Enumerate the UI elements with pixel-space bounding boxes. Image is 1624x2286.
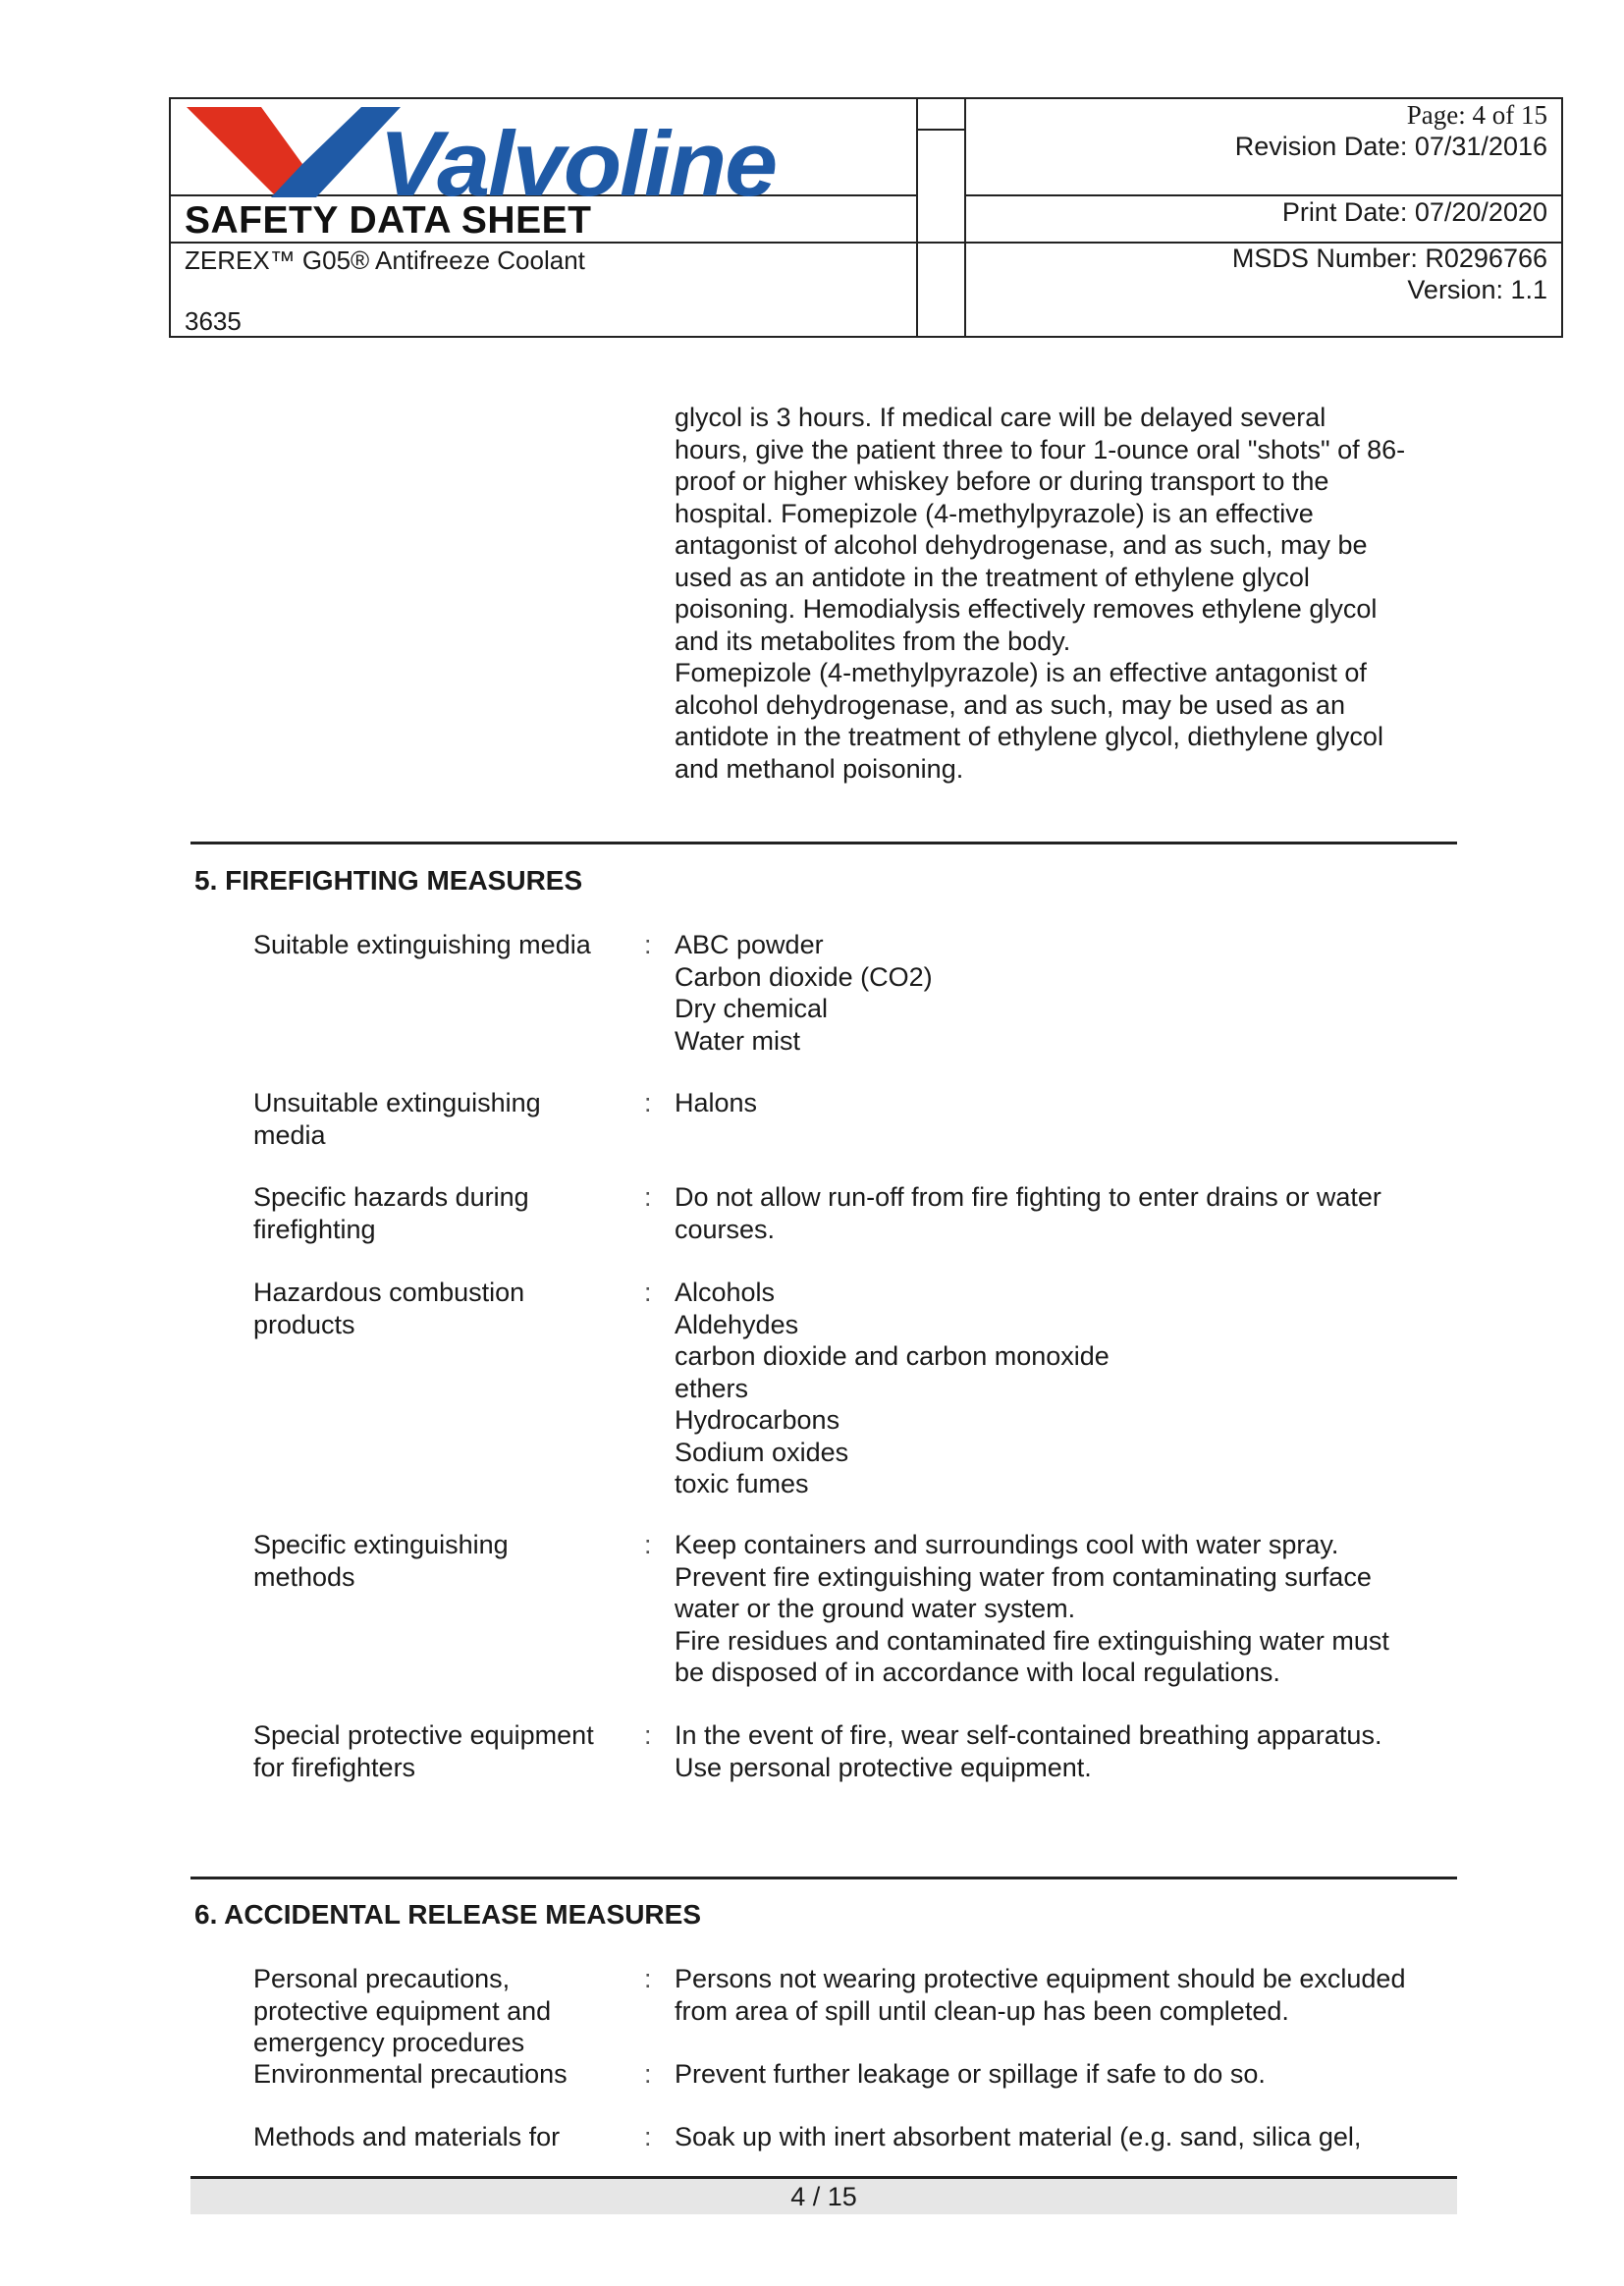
value-line: Alcohols xyxy=(675,1278,776,1307)
label-line: protective equipment and xyxy=(253,1995,552,2026)
header-divider xyxy=(916,129,966,131)
value-line: Halons xyxy=(675,1088,758,1117)
label-line: for firefighters xyxy=(253,1752,416,1782)
sds-header xyxy=(169,97,1563,338)
field-value xyxy=(675,1963,1450,2027)
paragraph-line: Fomepizole (4-methylpyrazole) is an effective antagonist of xyxy=(675,658,1367,687)
value-line: Hydrocarbons xyxy=(675,1405,840,1435)
label-line: Specific hazards during xyxy=(253,1182,529,1212)
field-label xyxy=(253,1087,636,1151)
page-indicator: Page: 4 of 15 xyxy=(1406,100,1547,130)
value-line: Carbon dioxide (CO2) xyxy=(675,961,933,992)
value-line: from area of spill until clean-up has been completed. xyxy=(675,1995,1289,2026)
value-line: Soak up with inert absorbent material (e.g. sand, silica gel, xyxy=(675,2122,1362,2151)
field-label xyxy=(253,1529,636,1593)
paragraph-line: hours, give the patient three to four 1-ounce oral "shots" of 86- xyxy=(675,434,1406,464)
field-value xyxy=(675,2058,1450,2091)
value-line: be disposed of in accordance with local regulations. xyxy=(675,1658,1280,1687)
label-line: Environmental precautions xyxy=(253,2059,568,2089)
field-separator: : xyxy=(644,1278,652,1307)
version: Version: 1.1 xyxy=(1407,275,1547,304)
field-label xyxy=(253,929,636,961)
paragraph-line: glycol is 3 hours. If medical care will be delayed several xyxy=(675,403,1326,432)
field-value xyxy=(675,1719,1450,1783)
value-line: ABC powder xyxy=(675,930,824,959)
value-line: Dry chemical xyxy=(675,994,829,1023)
paragraph-line: hospital. Fomepizole (4-methylpyrazole) is an effective xyxy=(675,498,1314,528)
field-value xyxy=(675,1277,1450,1500)
label-line: firefighting xyxy=(253,1214,376,1244)
label-line: methods xyxy=(253,1561,355,1592)
msds-number: MSDS Number: R0296766 xyxy=(1231,244,1547,273)
label-line: Suitable extinguishing media xyxy=(253,930,591,959)
paragraph-line: and methanol poisoning. xyxy=(675,753,964,784)
field-label xyxy=(253,2121,636,2153)
label-line: emergency procedures xyxy=(253,2028,525,2057)
label-line: Methods and materials for xyxy=(253,2122,561,2151)
field-separator: : xyxy=(644,2122,652,2151)
value-line: carbon dioxide and carbon monoxide xyxy=(675,1341,1110,1371)
section-divider xyxy=(190,842,1457,844)
paragraph-line: antagonist of alcohol dehydrogenase, and as such, may be xyxy=(675,530,1368,560)
document-title: SAFETY DATA SHEET xyxy=(185,199,592,242)
paragraph-line: poisoning. Hemodialysis effectively removes ethylene glycol xyxy=(675,594,1378,624)
field-value xyxy=(675,1181,1450,1245)
paragraph-line: antidote in the treatment of ethylene glycol, diethylene glycol xyxy=(675,722,1383,751)
field-value xyxy=(675,2121,1450,2153)
field-separator: : xyxy=(644,1964,652,1993)
section-title-firefighting: 5. FIREFIGHTING MEASURES xyxy=(194,865,583,896)
logo-wordmark: Valvoline xyxy=(379,112,776,197)
field-separator: : xyxy=(644,1530,652,1559)
value-line: Use personal protective equipment. xyxy=(675,1752,1092,1782)
label-line: Unsuitable extinguishing xyxy=(253,1088,541,1117)
label-line: Specific extinguishing xyxy=(253,1530,509,1559)
valvoline-logo xyxy=(187,103,815,197)
field-label xyxy=(253,1181,636,1245)
field-label xyxy=(253,1277,636,1340)
value-line: Fire residues and contaminated fire extinguishing water must xyxy=(675,1625,1389,1656)
paragraph-line: proof or higher whiskey before or during transport to the xyxy=(675,466,1329,496)
paragraph-line: alcohol dehydrogenase, and as such, may be used as an xyxy=(675,689,1345,720)
label-line: products xyxy=(253,1309,355,1339)
page-footer xyxy=(190,2179,1457,2214)
value-line: Persons not wearing protective equipment should be excluded xyxy=(675,1964,1406,1993)
field-separator: : xyxy=(644,1720,652,1750)
print-date: Print Date: 07/20/2020 xyxy=(1281,197,1547,227)
product-code: 3635 xyxy=(185,306,242,336)
label-line: Personal precautions, xyxy=(253,1964,511,1993)
field-separator: : xyxy=(644,1182,652,1212)
footer-page-number: 4 / 15 xyxy=(790,2182,857,2211)
value-line: Do not allow run-off from fire fighting to enter drains or water xyxy=(675,1182,1381,1212)
product-name: ZEREX™ G05® Antifreeze Coolant xyxy=(185,245,585,275)
value-line: water or the ground water system. xyxy=(675,1594,1076,1623)
paragraph-line: used as an antidote in the treatment of ethylene glycol xyxy=(675,562,1310,592)
header-divider xyxy=(916,99,918,336)
value-line: Aldehydes xyxy=(675,1309,799,1339)
value-line: Prevent fire extinguishing water from contaminating surface xyxy=(675,1561,1372,1592)
label-line: media xyxy=(253,1119,326,1150)
label-line: Special protective equipment xyxy=(253,1720,594,1750)
value-line: toxic fumes xyxy=(675,1469,809,1498)
first-aid-continuation xyxy=(675,402,1450,785)
value-line: courses. xyxy=(675,1214,776,1244)
value-line: In the event of fire, wear self-contained breathing apparatus. xyxy=(675,1720,1382,1750)
value-line: Prevent further leakage or spillage if safe to do so. xyxy=(675,2059,1266,2089)
field-separator: : xyxy=(644,2059,652,2089)
header-divider xyxy=(964,99,966,336)
field-value xyxy=(675,1087,1450,1119)
field-value xyxy=(675,1529,1450,1689)
section-divider xyxy=(190,1877,1457,1879)
field-separator: : xyxy=(644,930,652,959)
paragraph-line: and its metabolites from the body. xyxy=(675,626,1071,656)
section-title-accidental-release: 6. ACCIDENTAL RELEASE MEASURES xyxy=(194,1899,701,1930)
field-separator: : xyxy=(644,1088,652,1117)
value-line: Keep containers and surroundings cool with water spray. xyxy=(675,1530,1339,1559)
label-line: Hazardous combustion xyxy=(253,1278,525,1307)
field-value xyxy=(675,929,1450,1057)
field-label xyxy=(253,1963,636,2059)
field-label xyxy=(253,1719,636,1783)
revision-date: Revision Date: 07/31/2016 xyxy=(1234,132,1547,161)
field-label xyxy=(253,2058,636,2091)
value-line: ethers xyxy=(675,1373,749,1403)
value-line: Water mist xyxy=(675,1025,800,1056)
value-line: Sodium oxides xyxy=(675,1437,849,1467)
